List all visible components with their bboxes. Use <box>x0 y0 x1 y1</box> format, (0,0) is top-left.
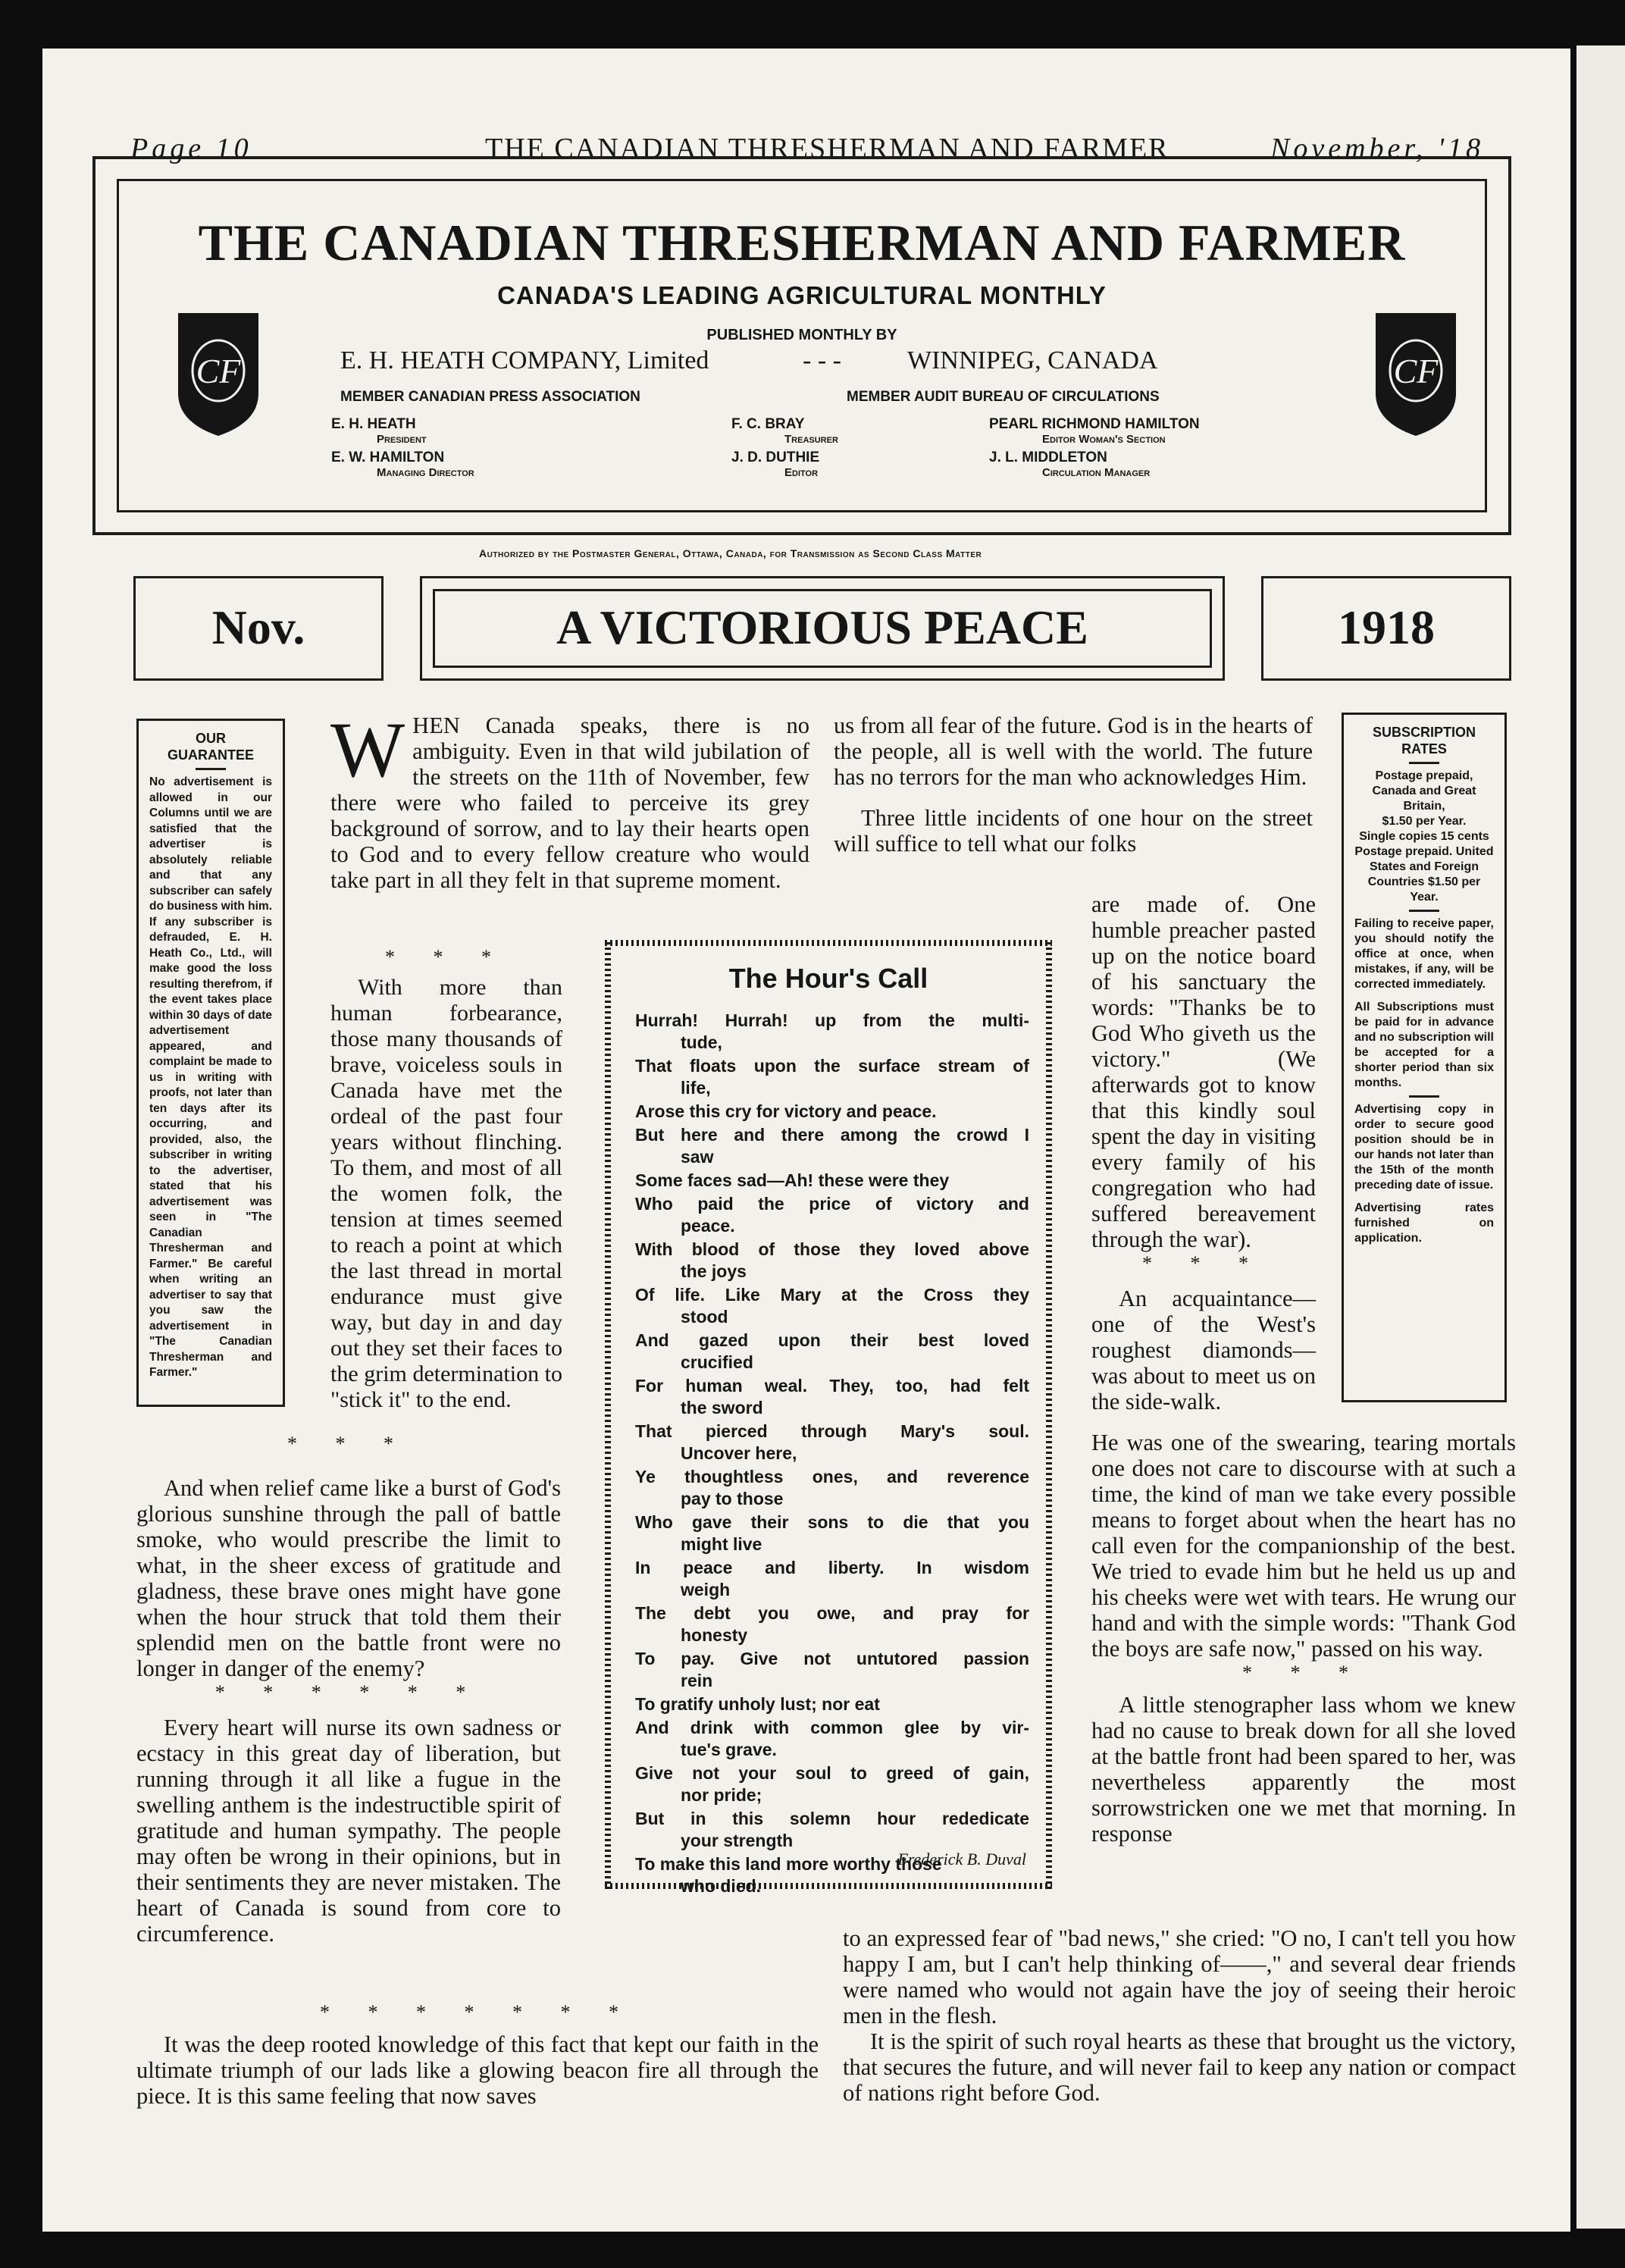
article-col1-middle <box>330 943 562 1413</box>
poem-line-continuation: rein <box>681 1671 713 1690</box>
poem-line-text: Some faces sad—Ah! these were they <box>635 1170 950 1190</box>
advertising-copy-notice: Advertising copy in order to secure good position should be in our hands not later than the 15th of the month preceding date of issue. <box>1354 1103 1494 1192</box>
poem-line-continuation: Uncover here, <box>681 1443 797 1463</box>
poem-line-text: But here and there among the crowd I <box>635 1125 1029 1145</box>
poem-line <box>635 1284 1029 1328</box>
poem-line-text: Arose this cry for victory and peace. <box>635 1101 937 1121</box>
poem-line <box>635 1511 1029 1555</box>
poem-line-text: But in this solemn hour rededicate <box>635 1809 1029 1828</box>
poem-line-continuation: nor pride; <box>681 1785 762 1805</box>
article-royal-hearts-paragraph: It is the spirit of such royal hearts as these that brought us the victory, that secures the future, and will never fail to keep any nation or compact of nations right before God. <box>843 2028 1516 2106</box>
poem-line <box>635 1421 1029 1464</box>
article-future-paragraph: us from all fear of the future. God is in the hearts of the people, all is well with the world. The future has no terrors for the man who acknowledges Him. <box>834 713 1313 790</box>
stars-divider-4: * * * * * * * <box>320 2001 635 2023</box>
poem-line <box>635 1010 1029 1054</box>
poem-box <box>599 934 1058 1895</box>
article-stenographer-paragraph: A little stenographer lass whom we knew had no cause to break down for all she loved at the battle front had been spared to her, was nevertheless apparently the most sorrowstricken one we met that morning. In response <box>1091 1692 1516 1847</box>
staff-bray: F. C. BRAY Treasurer <box>731 416 838 446</box>
staff-pearl-hamilton: PEARL RICHMOND HAMILTON Editor Woman's Section <box>989 416 1200 446</box>
poem-line <box>635 1330 1029 1374</box>
poem-line-continuation: peace. <box>681 1216 735 1236</box>
poem-line-continuation: saw <box>681 1147 714 1167</box>
poem-line-continuation: weigh <box>681 1580 731 1599</box>
poem-line <box>635 1170 1029 1192</box>
poem-line-text: Hurrah! Hurrah! up from the multi- <box>635 1010 1029 1030</box>
poem-line-text: That pierced through Mary's soul. <box>635 1421 1029 1441</box>
subscription-price: $1.50 per Year. <box>1382 815 1467 828</box>
poem-line-text: The debt you owe, and pray for <box>635 1603 1029 1623</box>
poem-line-text: Who gave their sons to die that you <box>635 1512 1029 1532</box>
guarantee-box <box>136 719 285 1407</box>
guarantee-title-line1: OUR <box>196 731 226 746</box>
guarantee-rule <box>196 768 226 770</box>
article-faith-paragraph: It was the deep rooted knowledge of this fact that kept our faith in the ultimate triumph of our lads like a glowing beacon fire all through the piece. It is this same feeling that now saves <box>136 2031 819 2109</box>
staff-middleton: J. L. MIDDLETON Circulation Manager <box>989 450 1151 479</box>
poem-line-text: To pay. Give not untutored passion <box>635 1649 1029 1668</box>
poem-line-continuation: the sword <box>681 1398 763 1418</box>
subscription-rule-3 <box>1409 1095 1439 1098</box>
article-acquaintance-paragraph: An acquaintance—one of the West's roughest diamonds—was about to meet us on the side-walk. <box>1091 1286 1316 1414</box>
poem-line <box>635 1648 1029 1692</box>
page-number: Page 10 <box>130 133 252 164</box>
publisher-city: WINNIPEG, CANADA <box>907 346 1158 374</box>
audit-bureau-member: MEMBER AUDIT BUREAU OF CIRCULATIONS <box>847 389 1160 405</box>
article-preacher-paragraph: are made of. One humble preacher pasted up on the notice board of his sanctuary the words: "Thanks be to God Who giveth us the victory." (We afterwards got to know that this kindly soul spent the day in visiting every family of his congregation who had suffered bereavement through the war). <box>1091 891 1316 1252</box>
poem-line-text: For human weal. They, too, had felt <box>635 1376 1029 1396</box>
article-incidents-paragraph: Three little incidents of one hour on the street will suffice to tell what our folks <box>834 805 1313 857</box>
article-bad-news-paragraph: to an expressed fear of "bad news," she cried: "O no, I can't tell you how happy I am, but I can't help thinking of——," and several dear friends were named who would not again have the joy of seeing their heroic men in the flesh. <box>843 1925 1516 2028</box>
poem-author: Frederick B. Duval <box>897 1850 1026 1869</box>
masthead-title: THE CANADIAN THRESHERMAN AND FARMER <box>198 214 1406 271</box>
poem-line <box>635 1557 1029 1601</box>
subscription-failing-notice: Failing to receive paper, you should notify the office at once, when mistakes, if any, will be corrected immediately. <box>1354 917 1494 991</box>
year-box <box>1261 576 1511 681</box>
press-association-member: MEMBER CANADIAN PRESS ASSOCIATION <box>340 389 640 405</box>
poem-line <box>635 1762 1029 1806</box>
article-relief-paragraph: And when relief came like a burst of God's glorious sunshine through the pall of battle smoke, who would prescribe the limit to what, in the sheer excess of gratitude and gladness, these brave ones might have gone when the hour struck that told them their splendid men on the battle front were no longer in danger of the enemy? <box>136 1475 561 1681</box>
month-box <box>133 576 384 681</box>
article-dropcap: W <box>330 706 405 794</box>
poem-line <box>635 1193 1029 1237</box>
poem-line <box>635 1466 1029 1510</box>
poem-line <box>635 1602 1029 1646</box>
poem-title: The Hour's Call <box>728 963 928 994</box>
published-by: PUBLISHED MONTHLY BY <box>706 327 897 343</box>
headline-box <box>420 576 1225 681</box>
headline-title: A VICTORIOUS PEACE <box>556 600 1088 654</box>
poem-line-continuation: honesty <box>681 1625 748 1645</box>
poem-line-continuation: tude, <box>681 1032 722 1052</box>
poem-line <box>635 1375 1029 1419</box>
publisher-name: E. H. HEATH COMPANY, Limited <box>340 346 709 374</box>
svg-text:CF: CF <box>1393 352 1439 390</box>
poem-line-continuation: crucified <box>681 1352 753 1372</box>
article-col1-lower <box>136 1433 561 1947</box>
poem-line-text: Give not your soul to greed of gain, <box>635 1763 1029 1783</box>
article-swearing-paragraph: He was one of the swearing, tearing mortals one does not care to discourse with at such a time, the kind of man we take every possible means to forget about when the heart has no call even for the companionship of the best. We tried to evade him but he held us up and his cheeks were wet with tears. He wrung our hand and with the simple words: "Thank God the boys are safe now," passed on his way. <box>1091 1430 1516 1662</box>
article-col3-lower <box>1091 1430 1516 1847</box>
poem-line-continuation: stood <box>681 1307 728 1327</box>
poem-line-text: And drink with common glee by vir- <box>635 1718 1029 1737</box>
poem-line-continuation: the joys <box>681 1261 747 1281</box>
poem-line-text: Who paid the price of victory and <box>635 1194 1029 1214</box>
staff-duthie: J. D. DUTHIE Editor <box>731 450 820 479</box>
subscription-prepaid: Postage prepaid, Canada and Great Britain, <box>1372 769 1476 813</box>
article-col3-middle <box>1091 891 1316 1414</box>
article-intro-paragraph: HEN Canada speaks, there is no ambiguity. Even in that wild jubilation of the streets on the 11th of November, few there were who failed to perceive its grey background of sorrow, and to lay their hearts open to God and to every fellow creature who would take part in all they felt in that supreme moment. <box>330 713 809 893</box>
poem-line-continuation: tue's grave. <box>681 1740 777 1759</box>
poem-line-text: Of life. Like Mary at the Cross they <box>635 1285 1029 1305</box>
stars-divider-5: * * * <box>1142 1252 1265 1274</box>
poem-line-text: To make this land more worthy those <box>635 1854 942 1874</box>
poem-line <box>635 1124 1029 1168</box>
article-heart-paragraph: Every heart will nurse its own sadness or ecstacy in this great day of liberation, but running through it all like a fugue in the swelling anthem is the indestructible spirit of gratitude and human sympathy. The people may often be wrong in their opinions, but in their sentiments they are never mistaken. The heart of Canada is sound from core to circumference. <box>136 1715 561 1947</box>
separator-dashes: - - - <box>803 346 841 374</box>
poem-line-continuation: life, <box>681 1078 711 1098</box>
subscription-single-copy: Single copies 15 cents <box>1359 830 1489 843</box>
subscription-box <box>1342 713 1507 1402</box>
poem-line-text: Ye thoughtless ones, and reverence <box>635 1467 1029 1486</box>
stars-divider-6: * * * <box>1242 1662 1365 1684</box>
poem-line <box>635 1055 1029 1099</box>
masthead-inner-frame <box>117 179 1487 512</box>
poem-line <box>635 1808 1029 1852</box>
poem-line-continuation: might live <box>681 1534 762 1554</box>
stars-divider-3: * * * * * * <box>214 1681 483 1703</box>
cf-logo-shield-left <box>174 310 263 439</box>
postal-authorization: Authorized by the Postmaster General, Ottawa, Canada, for Transmission as Second Class Matter <box>479 547 982 559</box>
running-title: THE CANADIAN THRESHERMAN AND FARMER <box>485 133 1169 164</box>
facing-page-edge <box>1576 45 1625 2229</box>
staff-hamilton: E. W. HAMILTON Managing Director <box>331 450 474 479</box>
article-forbearance-paragraph: With more than human forbearance, those many thousands of brave, voiceless souls in Canada have met the ordeal of the past four years without flinching. To them, and most of all the women folk, the tension at times seemed to reach a point at which the last thread in mortal endurance must give way, but day in and day out they set their faces to the grim determination to "stick it" to the end. <box>330 975 562 1412</box>
guarantee-title-line2: GUARANTEE <box>167 747 254 763</box>
headline-year: 1918 <box>1338 600 1435 654</box>
cf-logo-shield-right <box>1371 310 1461 439</box>
guarantee-body: No advertisement is allowed in our Columns until we are satisfied that the advertiser is absolutely reliable and that any subscriber can safely do business with him. If any subscriber is defrauded, E. H. Heath Co., Ltd., will make good the loss resulting therefrom, if the event takes place within 30 days of date advertisement appeared, and complaint be made to us in writing with proofs, not later than ten days after its occurring, and provided, also, the subscriber in writing to the advertiser, stated that his advertisement was seen in "The Canadian Thresherman and Farmer." Be careful when writing an advertiser to say that you saw the advertisement in "The Canadian Thresherman and Farmer." <box>149 775 272 1379</box>
subscription-advance-notice: All Subscriptions must be paid for in advance and no subscription will be accepted for a shorter period than six months. <box>1354 1001 1494 1089</box>
masthead <box>92 156 1511 535</box>
stars-divider-2: * * * <box>287 1433 410 1455</box>
stars-divider-1: * * * <box>385 946 508 968</box>
poem-line-continuation: pay to those <box>681 1489 784 1508</box>
article-col2-upper <box>834 713 1313 857</box>
subscription-title-line1: SUBSCRIPTION <box>1372 725 1476 740</box>
masthead-subtitle: CANADA'S LEADING AGRICULTURAL MONTHLY <box>497 281 1107 309</box>
issue-date: November, '18 <box>1270 133 1485 164</box>
article-col1-upper <box>330 706 809 893</box>
poem-line-text: In peace and liberty. In wisdom <box>635 1558 1029 1577</box>
poem-line-text: With blood of those they loved above <box>635 1239 1029 1259</box>
poem-line-text: That floats upon the surface stream of <box>635 1056 1029 1076</box>
poem-line <box>635 1101 1029 1123</box>
poem-line-text: To gratify unholy lust; nor eat <box>635 1694 880 1714</box>
poem-line <box>635 1717 1029 1761</box>
article-col1-bottom <box>136 2001 819 2109</box>
poem-line-continuation: your strength <box>681 1831 794 1850</box>
poem-line <box>635 1693 1029 1715</box>
poem-line-continuation: who died. <box>681 1876 762 1896</box>
poem-lines <box>635 1010 1029 1897</box>
subscription-rule-2 <box>1409 910 1439 912</box>
svg-text:CF: CF <box>196 352 241 390</box>
subscription-title-line2: RATES <box>1401 741 1447 757</box>
poem-line-text: And gazed upon their best loved <box>635 1330 1029 1350</box>
subscription-rule-1 <box>1409 762 1439 764</box>
headline-month: Nov. <box>211 600 305 654</box>
poem-line <box>635 1239 1029 1283</box>
article-col3-bottom <box>843 1925 1516 2106</box>
subscription-foreign: Postage prepaid. United States and Foreign Countries $1.50 per Year. <box>1354 845 1494 904</box>
advertising-rates-notice: Advertising rates furnished on application. <box>1354 1201 1494 1245</box>
staff-heath: E. H. HEATH President <box>331 416 427 446</box>
